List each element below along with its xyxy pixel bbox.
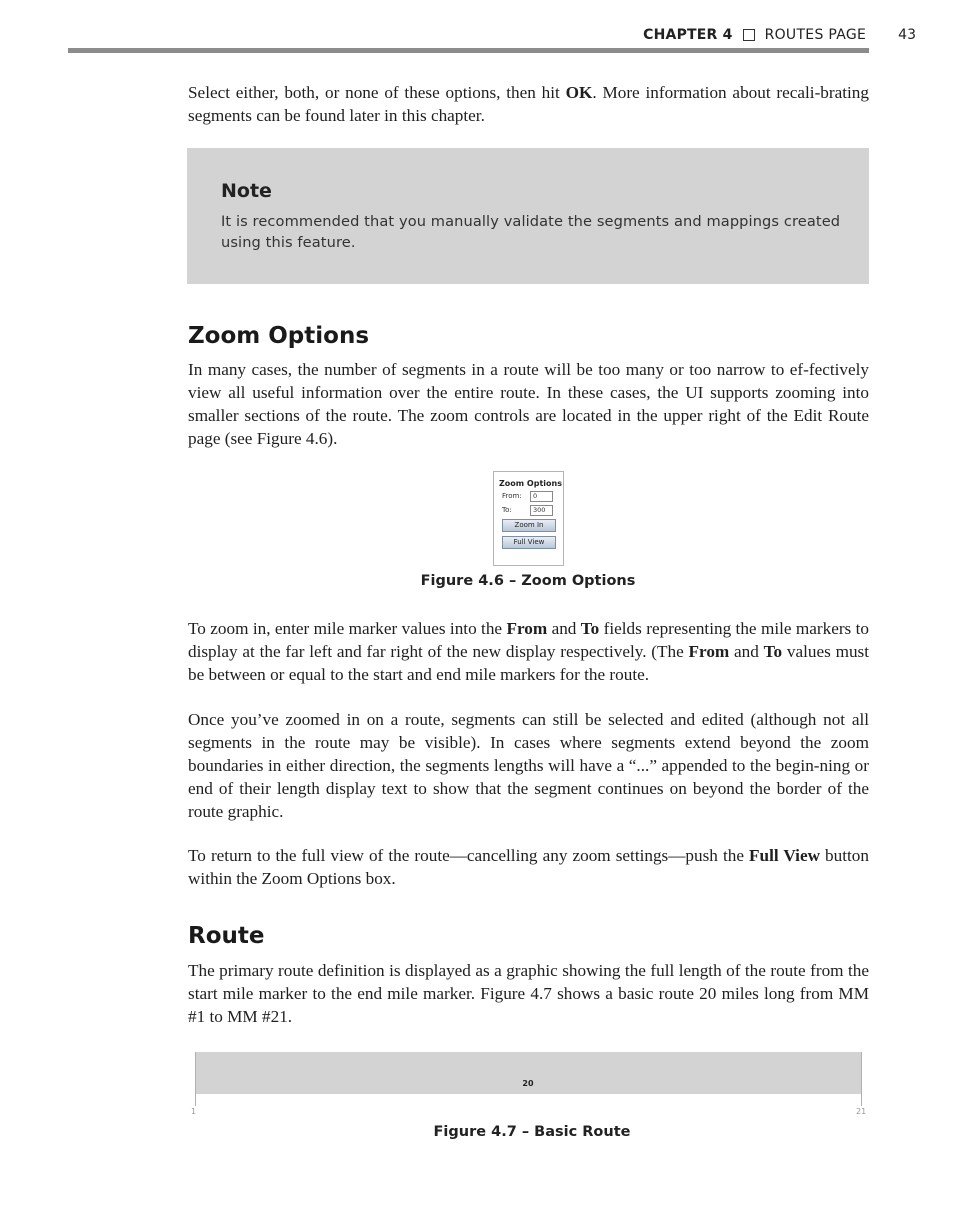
- end-tick: [861, 1052, 862, 1106]
- paragraph-ok-options: Select either, both, or none of these options, then hit OK. More information about recali-brating segments can be found later in this chapter.: [188, 83, 869, 125]
- running-header: [68, 24, 916, 46]
- paragraph-zoomed-editing: Once you’ve zoomed in on a route, segments can still be selected and edited (although not all segments in the route may be visible). In cases where segments extend beyond the zoom boundaries in either direction, the segments lengths will have a “...” appended to the begin-ning or end of their length display text to show that the segment continues on beyond the border of the route graphic.: [188, 710, 869, 821]
- start-mile-marker: 1: [191, 1107, 197, 1116]
- start-tick: [195, 1052, 196, 1106]
- figure-4-7-caption: Figure 4.7 – Basic Route: [433, 1124, 631, 1140]
- paragraph-zoom-in: To zoom in, enter mile marker values into the From and To fields representing the mile markers to display at the far left and far right of the new display respectively. (The From and To values must be between or equal to the start and end mile markers for the route.: [188, 619, 869, 684]
- heading-route: Route: [188, 923, 265, 949]
- separator-box-icon: [743, 29, 755, 41]
- heading-zoom-options: Zoom Options: [188, 323, 370, 349]
- note-title: Note: [221, 180, 272, 202]
- to-input: 300: [530, 505, 553, 516]
- basic-route-figure: [188, 1052, 868, 1122]
- page-number: 43: [898, 27, 916, 43]
- segment-length-label: 20: [522, 1079, 534, 1088]
- from-input: 0: [530, 491, 553, 502]
- route-segment-bar: [195, 1052, 861, 1094]
- paragraph-zoom-intro: In many cases, the number of segments in a route will be too many or too narrow to ef-fectively view all useful information over the entire route. In these cases, the UI supports zooming into smaller sections of the route. The zoom controls are located in the upper right of the Edit Route page (see Figure 4.6).: [188, 360, 869, 448]
- figure-4-6-caption: Figure 4.6 – Zoom Options: [420, 573, 636, 589]
- paragraph-route-definition: The primary route definition is displayed as a graphic showing the full length of the route from the start mile marker to the end mile marker. Figure 4.7 shows a basic route 20 miles long from MM #1 to MM #21.: [188, 961, 869, 1026]
- zoom-in-button: Zoom In: [502, 519, 556, 532]
- section-label: ROUTES PAGE: [764, 27, 867, 43]
- full-view-button: Full View: [502, 536, 556, 549]
- from-label: From:: [502, 492, 522, 500]
- note-box: [187, 148, 869, 284]
- header-rule: [68, 48, 869, 53]
- paragraph-full-view: To return to the full view of the route—cancelling any zoom settings—push the Full View button within the Zoom Options box.: [188, 846, 869, 888]
- end-mile-marker: 21: [856, 1107, 867, 1116]
- note-text: It is recommended that you manually validate the segments and mappings created using this feature.: [221, 213, 841, 251]
- zoom-widget-title: Zoom Options: [499, 479, 562, 488]
- zoom-options-figure: [493, 471, 564, 566]
- to-label: To:: [502, 506, 512, 514]
- chapter-label: CHAPTER 4: [643, 27, 733, 43]
